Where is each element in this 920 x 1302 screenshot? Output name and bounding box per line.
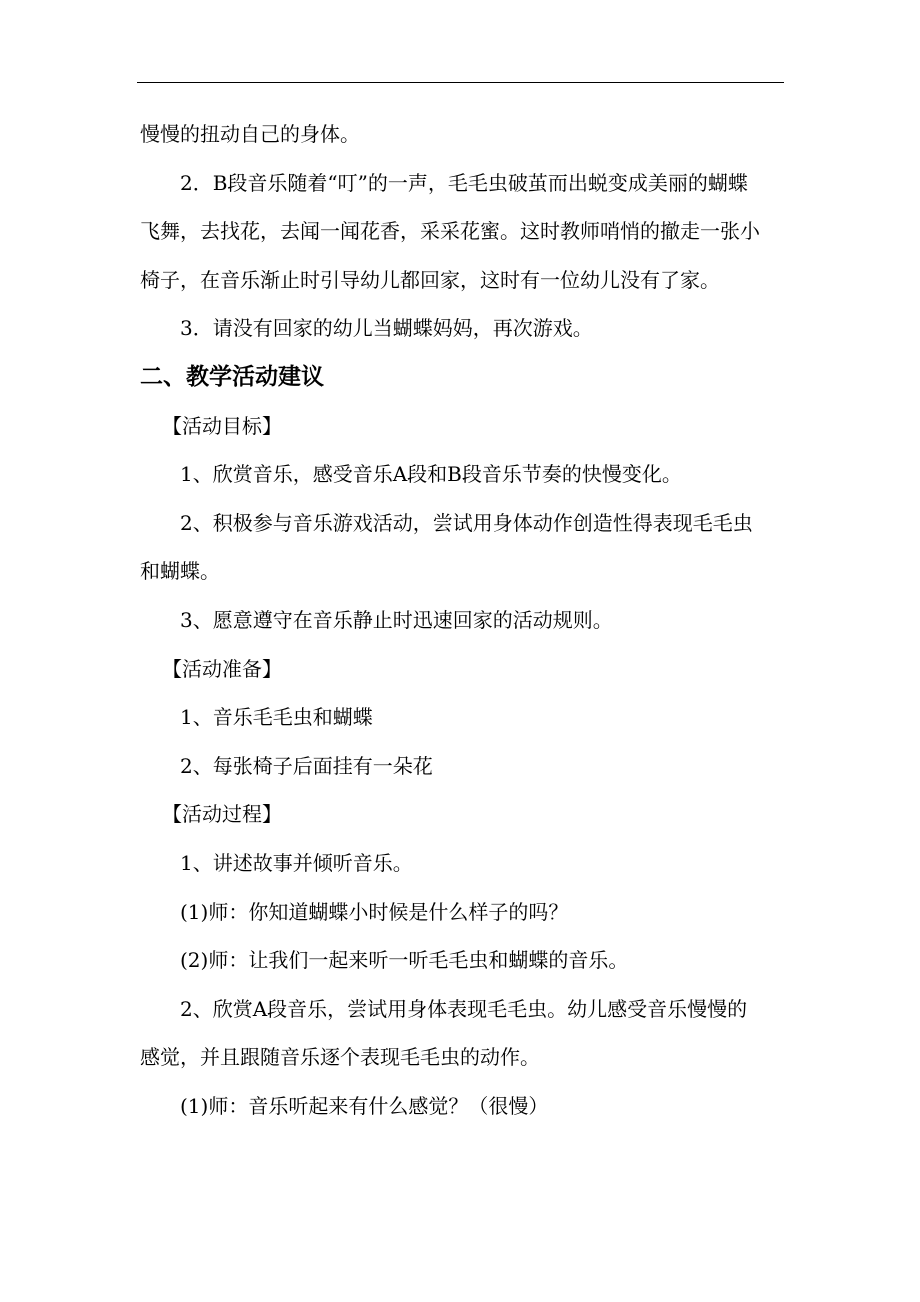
- list-item: (1)师：音乐听起来有什么感觉？（很慢）: [180, 1093, 549, 1118]
- section-heading: 二、教学活动建议: [140, 363, 324, 390]
- subsection-label: 【活动过程】: [162, 802, 282, 827]
- list-item: (2)师：让我们一起来听一听毛毛虫和蝴蝶的音乐。: [180, 948, 629, 973]
- subsection-label: 【活动目标】: [162, 413, 282, 438]
- document-body: [140, 110, 760, 1130]
- paragraph: 慢慢的扭动自己的身体。: [140, 122, 360, 146]
- list-item: 2、欣赏A段音乐，尝试用身体表现毛毛虫。幼儿感受音乐慢慢的感觉，并且跟随音乐逐个表现毛毛虫的动作。: [140, 996, 748, 1070]
- subsection-label: 【活动准备】: [162, 656, 282, 681]
- list-item: 2、每张椅子后面挂有一朵花: [180, 753, 433, 778]
- paragraph: 3．请没有回家的幼儿当蝴蝶妈妈，再次游戏。: [180, 316, 593, 341]
- list-item: 1、讲述故事并倾听音乐。: [180, 850, 413, 875]
- paragraph: 2．B段音乐随着“叮”的一声，毛毛虫破茧而出蜕变成美丽的蝴蝶飞舞，去找花，去闻一闻花香，采采花蜜。这时教师哨悄的撤走一张小椅子，在音乐渐止时引导幼儿都回家，这时有一位幼儿没有了家。: [140, 170, 760, 292]
- list-item: (1)师：你知道蝴蝶小时候是什么样子的吗？: [180, 899, 569, 924]
- list-item: 1、音乐毛毛虫和蝴蝶: [180, 705, 373, 730]
- header-rule: [137, 82, 784, 83]
- list-item: 3、愿意遵守在音乐静止时迅速回家的活动规则。: [180, 607, 613, 632]
- list-item: 2、积极参与音乐游戏活动，尝试用身体动作创造性得表现毛毛虫和蝴蝶。: [140, 510, 753, 584]
- list-item: 1、欣赏音乐，感受音乐A段和B段音乐节奏的快慢变化。: [180, 462, 682, 487]
